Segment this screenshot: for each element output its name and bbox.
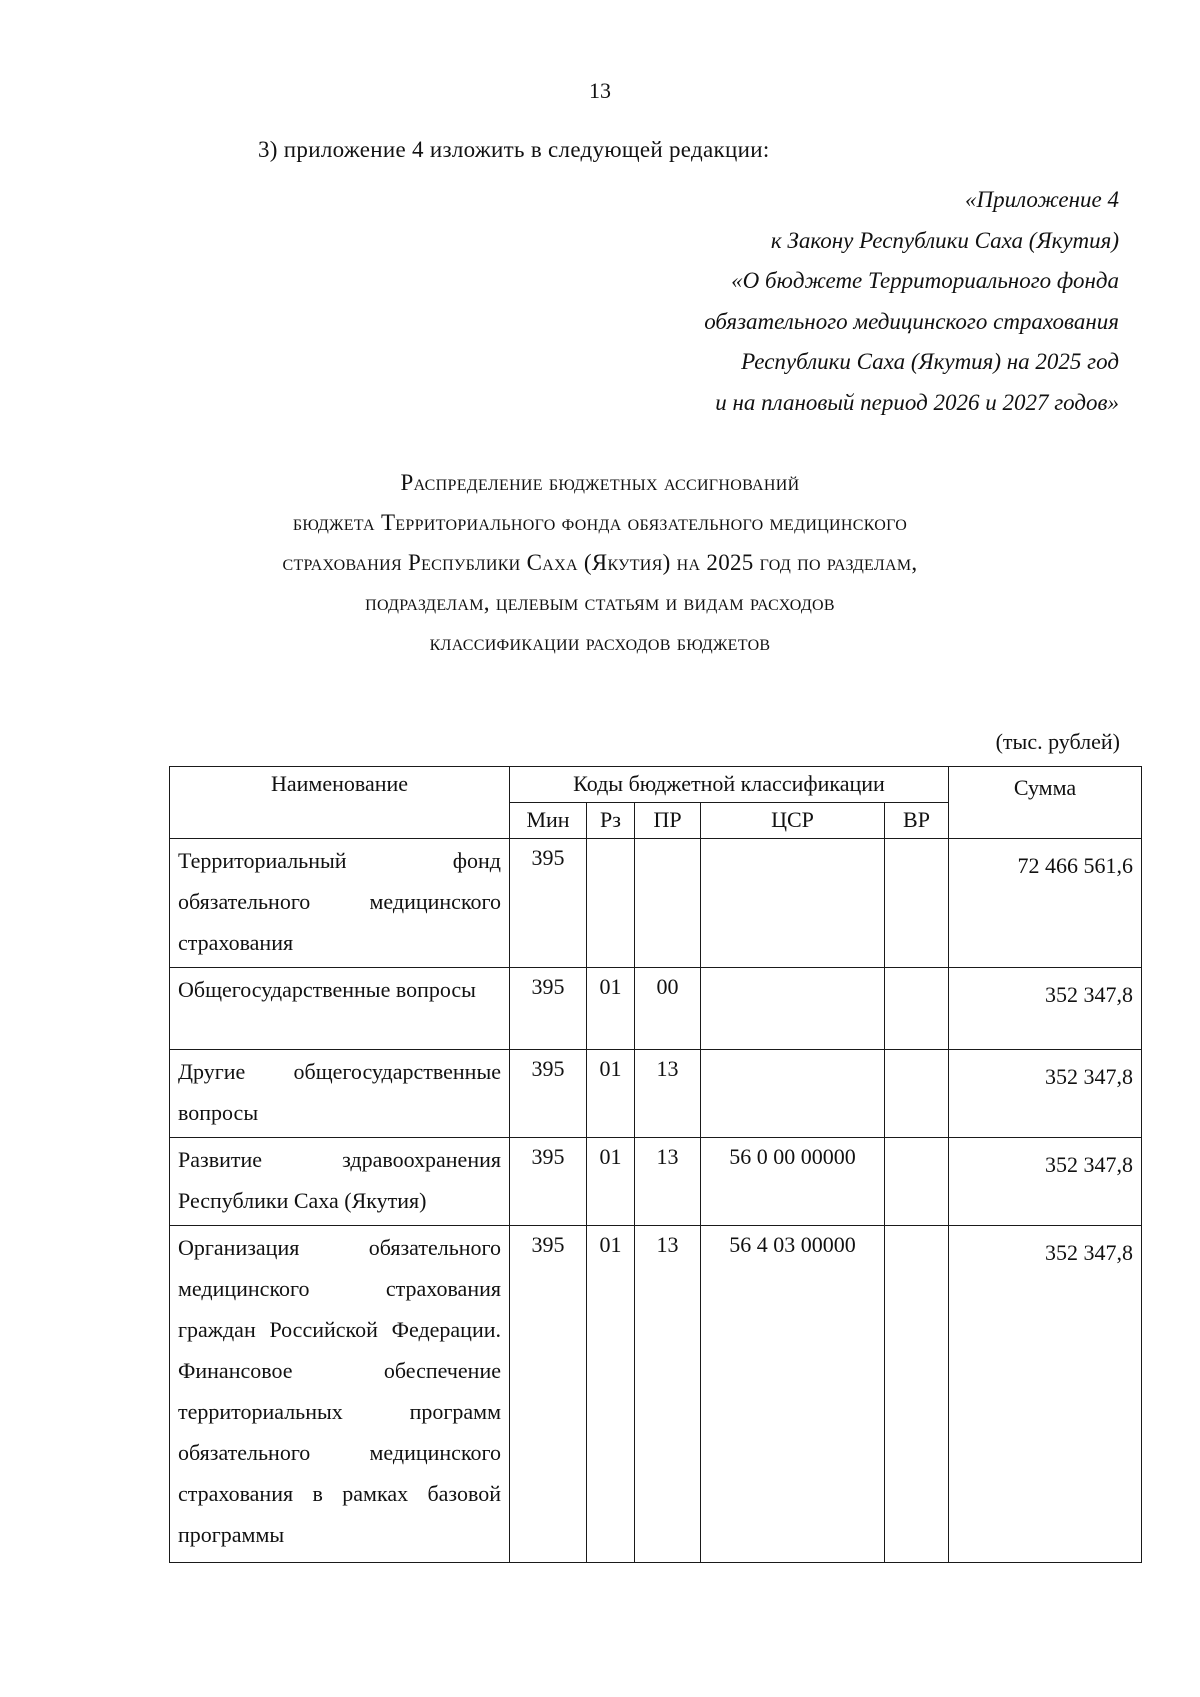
appendix-reference <box>704 180 1119 423</box>
row-rz: 01 <box>587 1138 635 1226</box>
row-sum: 352 347,8 <box>949 1226 1142 1563</box>
table-row <box>170 839 1142 968</box>
row-pr <box>635 839 701 968</box>
row-pr: 13 <box>635 1138 701 1226</box>
table-row <box>170 1138 1142 1226</box>
table-row <box>170 968 1142 1050</box>
appendix-line: Республики Саха (Якутия) на 2025 год <box>741 349 1119 374</box>
table-header-row <box>170 767 1142 803</box>
header-codes: Коды бюджетной классификации <box>510 767 949 803</box>
header-csr: ЦСР <box>701 803 885 839</box>
row-rz: 01 <box>587 1226 635 1563</box>
row-csr <box>701 968 885 1050</box>
row-csr <box>701 1050 885 1138</box>
row-name: Развитие здравоохранения Республики Саха (Якутия) <box>170 1138 510 1226</box>
header-rz: Рз <box>587 803 635 839</box>
row-pr: 13 <box>635 1226 701 1563</box>
row-name: Общегосударственные вопросы <box>170 968 510 1050</box>
row-rz: 01 <box>587 1050 635 1138</box>
row-min: 395 <box>510 1050 587 1138</box>
row-rz: 01 <box>587 968 635 1050</box>
row-sum: 352 347,8 <box>949 1050 1142 1138</box>
row-pr: 13 <box>635 1050 701 1138</box>
row-csr: 56 4 03 00000 <box>701 1226 885 1563</box>
row-name: Другие общегосударственные вопросы <box>170 1050 510 1138</box>
row-csr <box>701 839 885 968</box>
budget-table <box>169 766 1142 1563</box>
appendix-line: к Закону Республики Саха (Якутия) <box>770 227 1119 253</box>
appendix-line: обязательного медицинского страхования <box>704 308 1119 334</box>
appendix-line: «О бюджете Территориального фонда <box>731 268 1119 293</box>
table-row <box>170 1226 1142 1563</box>
row-vr <box>885 1050 949 1138</box>
row-vr <box>885 839 949 968</box>
heading-line: Распределение бюджетных ассигнований <box>400 470 800 495</box>
row-sum: 352 347,8 <box>949 968 1142 1050</box>
appendix-line: и на плановый период 2026 и 2027 годов» <box>715 389 1119 415</box>
document-heading <box>0 463 1200 663</box>
row-sum: 72 466 561,6 <box>949 839 1142 968</box>
row-sum: 352 347,8 <box>949 1138 1142 1226</box>
row-min: 395 <box>510 1138 587 1226</box>
heading-line: бюджета Территориального фонда обязательного медицинского <box>292 510 908 535</box>
row-min: 395 <box>510 968 587 1050</box>
header-name: Наименование <box>170 767 510 839</box>
heading-line: подразделам, целевым статьям и видам расходов <box>365 590 835 615</box>
header-pr: ПР <box>635 803 701 839</box>
page-number: 13 <box>589 78 611 103</box>
unit-label: (тыс. рублей) <box>995 729 1120 754</box>
row-min: 395 <box>510 1226 587 1563</box>
header-sum: Сумма <box>949 767 1142 839</box>
row-name: Организация обязательного медицинского страхования граждан Российской Федерации. Финансовое обеспечение территориальных программ обязательного медицинского страхования в рамках базовой программы <box>170 1226 510 1563</box>
table-row <box>170 1050 1142 1138</box>
heading-line: классификации расходов бюджетов <box>429 630 771 655</box>
row-vr <box>885 1138 949 1226</box>
appendix-line: «Приложение 4 <box>964 187 1119 212</box>
row-min: 395 <box>510 839 587 968</box>
row-csr: 56 0 00 00000 <box>701 1138 885 1226</box>
header-min: Мин <box>510 803 587 839</box>
row-name: Территориальный фонд обязательного медицинского страхования <box>170 839 510 968</box>
intro-paragraph: 3) приложение 4 изложить в следующей редакции: <box>258 137 770 162</box>
header-vr: ВР <box>885 803 949 839</box>
row-pr: 00 <box>635 968 701 1050</box>
row-vr <box>885 1226 949 1563</box>
row-vr <box>885 968 949 1050</box>
row-rz <box>587 839 635 968</box>
heading-line: страхования Республики Саха (Якутия) на 2025 год по разделам, <box>282 550 918 575</box>
